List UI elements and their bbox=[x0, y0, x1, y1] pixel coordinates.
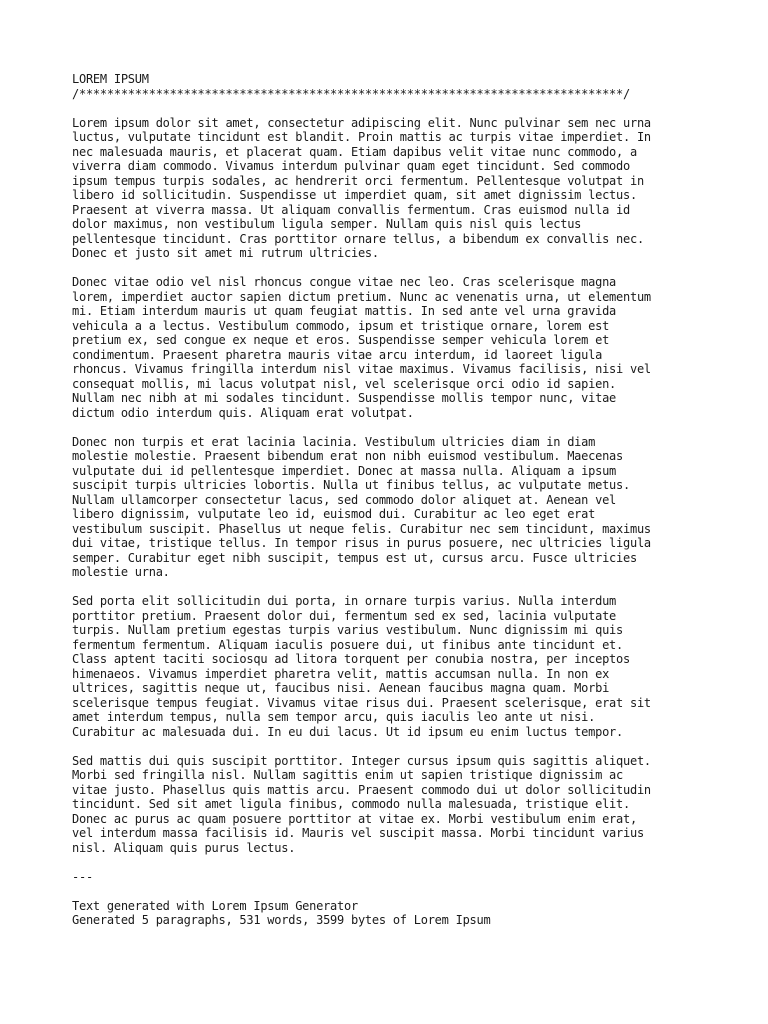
paragraph-line: porttitor pretium. Praesent dolor dui, fermentum sed ex sed, lacinia vulputate bbox=[72, 608, 617, 623]
paragraph-line: nec malesuada mauris, et placerat quam. Etiam dapibus velit vitae nunc commodo, a bbox=[72, 144, 637, 159]
paragraph bbox=[72, 116, 712, 261]
paragraph-line: Sed mattis dui quis suscipit porttitor. Integer cursus ipsum quis sagittis aliquet. bbox=[72, 753, 651, 768]
separator-line: /******************************************************************************/ bbox=[72, 86, 630, 101]
paragraph-line: libero id sollicitudin. Suspendisse ut imperdiet quam, sit amet dignissim lectus. bbox=[72, 188, 637, 202]
paragraph-line: dolor maximus, non vestibulum ligula semper. Nullam quis nisl quis lectus bbox=[72, 217, 582, 231]
footer-stats-line: Generated 5 paragraphs, 531 words, 3599 bytes of Lorem Ipsum bbox=[72, 913, 491, 927]
spacer bbox=[72, 101, 712, 116]
paragraph-line: nisl. Aliquam quis purus lectus. bbox=[72, 840, 296, 855]
paragraph-line: luctus, vulputate tincidunt est blandit. Proin mattis ac turpis vitae imperdiet. In bbox=[72, 130, 651, 144]
paragraph-line: Praesent at viverra massa. Ut aliquam convallis fermentum. Cras euismod nulla id bbox=[72, 202, 630, 217]
paragraph-line: molestie urna. bbox=[72, 565, 170, 579]
paragraph-line: libero dignissim, vulputate leo id, euismod dui. Curabitur ac leo eget erat bbox=[72, 507, 596, 521]
document-page bbox=[72, 72, 712, 928]
paragraph bbox=[72, 435, 712, 580]
paragraph bbox=[72, 754, 712, 856]
paragraph-line: Lorem ipsum dolor sit amet, consectetur adipiscing elit. Nunc pulvinar sem nec urna bbox=[72, 115, 651, 130]
paragraph-line: Curabitur ac malesuada dui. In eu dui lacus. Ut id ipsum eu enim luctus tempor. bbox=[72, 724, 623, 739]
paragraph-line: tincidunt. Sed sit amet ligula finibus, commodo nulla malesuada, tristique elit. bbox=[72, 797, 630, 811]
paragraph-line: mi. Etiam interdum mauris ut quam feugiat mattis. In sed ante vel urna gravida bbox=[72, 304, 617, 318]
paragraph-line: semper. Curabitur eget nibh suscipit, tempus est ut, cursus arcu. Fusce ultricies bbox=[72, 550, 637, 565]
paragraph-line: Nullam nec nibh at mi sodales tincidunt. Suspendisse mollis tempor nunc, vitae bbox=[72, 391, 617, 405]
paragraph-line: Sed porta elit sollicitudin dui porta, in ornare turpis varius. Nulla interdum bbox=[72, 594, 617, 608]
paragraph-line: ipsum tempus turpis sodales, ac hendrerit orci fermentum. Pellentesque volutpat in bbox=[72, 173, 644, 188]
paragraph-line: Donec et justo sit amet mi rutrum ultricies. bbox=[72, 246, 379, 260]
paragraph-line: pellentesque tincidunt. Cras porttitor ornare tellus, a bibendum ex convallis nec. bbox=[72, 231, 644, 246]
paragraph-line: himenaeos. Vivamus imperdiet pharetra velit, mattis accumsan nulla. In non ex bbox=[72, 666, 610, 681]
paragraph-line: vehicula a a lectus. Vestibulum commodo, ipsum et tristique ornare, lorem est bbox=[72, 318, 610, 333]
paragraph-line: Class aptent taciti sociosqu ad litora torquent per conubia nostra, per inceptos bbox=[72, 652, 630, 666]
paragraph-line: suscipit turpis ultricies lobortis. Nulla ut finibus tellus, ac vulputate metus. bbox=[72, 478, 630, 492]
paragraph-line: dictum odio interdum quis. Aliquam erat volutpat. bbox=[72, 405, 414, 420]
paragraph-line: rhoncus. Vivamus fringilla interdum nisl vitae maximus. Vivamus facilisis, nisi vel bbox=[72, 362, 651, 376]
paragraphs-container bbox=[72, 116, 712, 856]
paragraph-line: fermentum fermentum. Aliquam iaculis posuere dui, ut finibus ante tincidunt et. bbox=[72, 637, 623, 652]
paragraph bbox=[72, 275, 712, 420]
paragraph bbox=[72, 594, 712, 739]
paragraph-line: scelerisque tempus feugiat. Vivamus vitae risus dui. Praesent scelerisque, erat sit bbox=[72, 695, 651, 710]
document-title: LOREM IPSUM bbox=[72, 72, 149, 86]
paragraph-line: vel interdum massa facilisis id. Mauris vel suscipit massa. Morbi tincidunt varius bbox=[72, 826, 644, 840]
divider: --- bbox=[72, 869, 93, 884]
paragraph-line: vulputate dui id pellentesque imperdiet. Donec at massa nulla. Aliquam a ipsum bbox=[72, 463, 617, 478]
paragraph-line: amet interdum tempus, nulla sem tempor arcu, quis iaculis leo ante ut nisi. bbox=[72, 710, 596, 724]
paragraph-line: viverra diam commodo. Vivamus interdum pulvinar quam eget tincidunt. Sed commodo bbox=[72, 159, 630, 173]
footer-generator-line: Text generated with Lorem Ipsum Generator bbox=[72, 898, 358, 913]
paragraph-line: Donec vitae odio vel nisl rhoncus congue vitae nec leo. Cras scelerisque magna bbox=[72, 275, 617, 289]
paragraph-line: vitae justo. Phasellus quis mattis arcu. Praesent commodo dui ut dolor sollicitudin bbox=[72, 782, 651, 797]
paragraph-line: consequat mollis, mi lacus volutpat nisl, vel scelerisque orci odio id sapien. bbox=[72, 376, 617, 391]
paragraph-line: condimentum. Praesent pharetra mauris vitae arcu interdum, id laoreet ligula bbox=[72, 347, 603, 362]
paragraph-line: dui vitae, tristique tellus. In tempor risus in purus posuere, nec ultricies ligula bbox=[72, 536, 651, 550]
paragraph-line: pretium ex, sed congue ex neque et eros. Suspendisse semper vehicula lorem et bbox=[72, 333, 610, 347]
paragraph-line: Donec non turpis et erat lacinia lacinia. Vestibulum ultricies diam in diam bbox=[72, 434, 596, 449]
paragraph-line: vestibulum suscipit. Phasellus ut neque felis. Curabitur nec sem tincidunt, maximus bbox=[72, 521, 651, 536]
paragraph-line: molestie molestie. Praesent bibendum erat non nibh euismod vestibulum. Maecenas bbox=[72, 449, 623, 463]
paragraph-line: turpis. Nullam pretium egestas turpis varius vestibulum. Nunc dignissim mi quis bbox=[72, 623, 623, 637]
spacer bbox=[72, 884, 712, 899]
paragraph-line: Nullam ullamcorper consectetur lacus, sed commodo dolor aliquet at. Aenean vel bbox=[72, 492, 617, 507]
paragraph-line: Donec ac purus ac quam posuere porttitor at vitae ex. Morbi vestibulum enim erat, bbox=[72, 811, 637, 826]
paragraph-line: ultrices, sagittis neque ut, faucibus nisi. Aenean faucibus magna quam. Morbi bbox=[72, 681, 610, 695]
paragraph-line: lorem, imperdiet auctor sapien dictum pretium. Nunc ac venenatis urna, ut elementum bbox=[72, 289, 651, 304]
paragraph-line: Morbi sed fringilla nisl. Nullam sagittis enim ut sapien tristique dignissim ac bbox=[72, 768, 623, 782]
